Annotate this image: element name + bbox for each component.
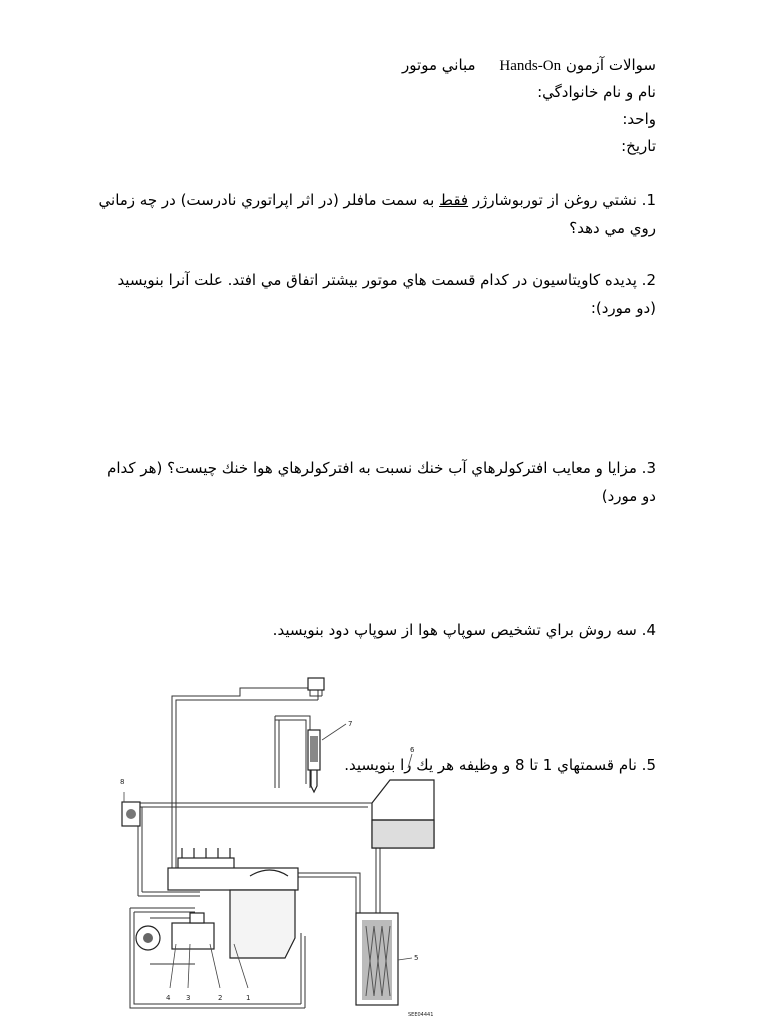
injection-pump-outlets bbox=[168, 848, 298, 890]
question-2 bbox=[96, 266, 656, 322]
fuel-line-pipes bbox=[130, 686, 380, 1008]
name-label: نام و نام خانوادگي: bbox=[537, 83, 656, 101]
label-8: 8 bbox=[120, 778, 125, 786]
question-number: 5. bbox=[641, 756, 656, 774]
question-text: نام قسمتهاي 1 تا 8 و وظيفه هر يك را بنويسيد. bbox=[344, 756, 637, 774]
question-text: مزايا و معايب افتركولرهاي آب خنك نسبت به افتركولرهاي هوا خنك چيست؟ (هر كدام دو مورد) bbox=[107, 459, 656, 505]
exam-title-part2: مباني موتور bbox=[402, 56, 476, 74]
label-5: 5 bbox=[414, 954, 419, 962]
question-1 bbox=[96, 186, 656, 242]
question-emphasis: فقط bbox=[439, 191, 469, 209]
transfer-pump bbox=[136, 913, 214, 950]
date-label: تاريخ: bbox=[621, 137, 656, 155]
label-6: 6 bbox=[410, 746, 415, 754]
diagram-code: SEE04441 bbox=[408, 1012, 434, 1018]
question-number: 2. bbox=[641, 271, 656, 289]
question-text: سه روش براي تشخيص سوپاپ هوا از سوپاپ دود بنويسيد. bbox=[272, 621, 637, 639]
fuel-system-diagram bbox=[110, 668, 450, 1020]
unit-label: واحد: bbox=[622, 110, 656, 128]
question-text: به سمت مافلر (در اثر اپراتوري نادرست) در چه زماني روي مي دهد؟ bbox=[98, 191, 656, 237]
label-4: 4 bbox=[166, 994, 171, 1002]
fuel-filter-primary bbox=[122, 802, 140, 826]
label-1: 1 bbox=[246, 994, 251, 1002]
fuel-tank bbox=[372, 780, 434, 848]
exam-title bbox=[402, 55, 656, 76]
exam-title-latin: Hands-On bbox=[499, 58, 562, 74]
question-4 bbox=[273, 620, 656, 640]
fuel-filter-secondary bbox=[356, 913, 398, 1005]
question-number: 4. bbox=[641, 621, 656, 639]
question-text: پديده كاويتاسيون در كدام قسمت هاي موتور بيشتر اتفاق مي افتد. علت آنرا بنويسيد (دو مورد): bbox=[117, 271, 656, 317]
label-2: 2 bbox=[218, 994, 223, 1002]
label-3: 3 bbox=[186, 994, 191, 1002]
label-7: 7 bbox=[348, 720, 353, 728]
exam-title-part1: سوالات آزمون bbox=[565, 56, 656, 74]
question-text: نشتي روغن از توربوشارژر bbox=[472, 191, 637, 209]
question-number: 3. bbox=[641, 459, 656, 477]
question-number: 1. bbox=[641, 191, 656, 209]
question-3 bbox=[96, 454, 656, 510]
